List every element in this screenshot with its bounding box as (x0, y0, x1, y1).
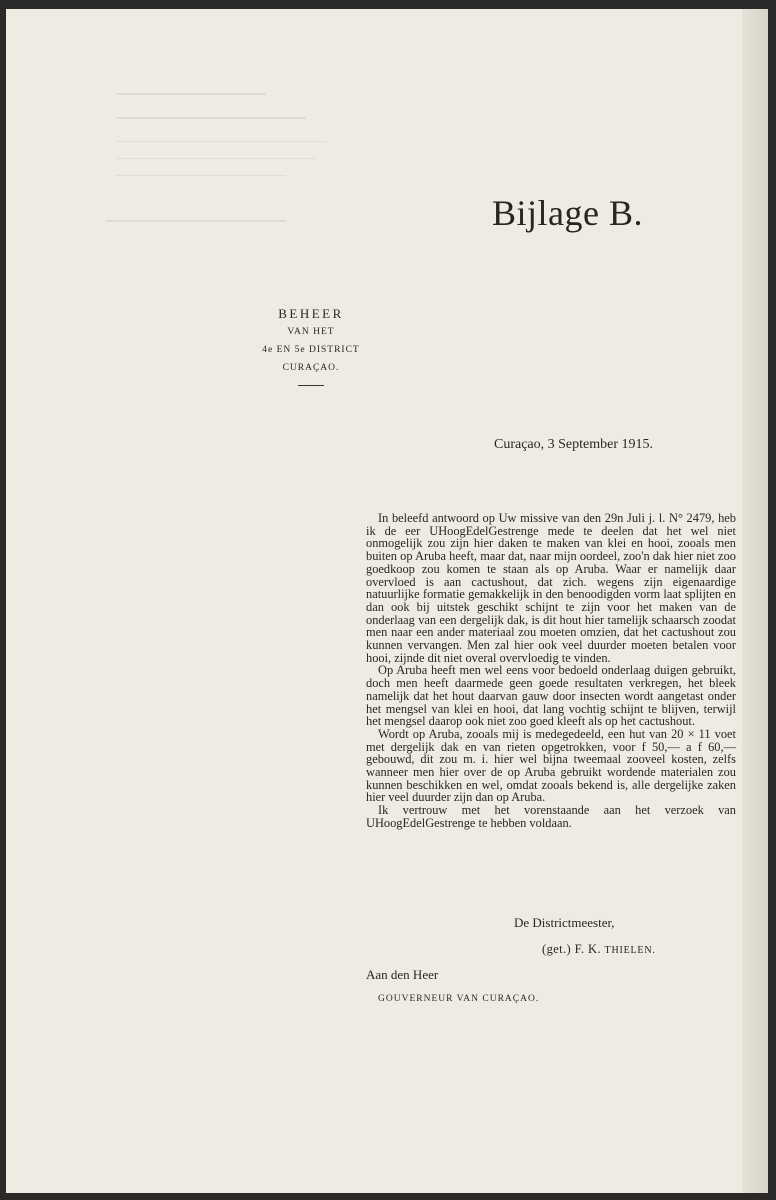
letter-date: Curaçao, 3 September 1915. (494, 437, 654, 452)
show-through-bleed (116, 79, 316, 222)
header-divider (298, 385, 324, 386)
page-binding-edge (742, 9, 768, 1193)
letter-body (366, 512, 736, 830)
paragraph: Op Aruba heeft men wel eens voor bedoeld onderlaag duigen gebruikt, doch men heeft daarmede geen goede resultaten verkregen, het bleek namelijk dat het hout daarvan gauw door insecten wordt aangetast onder het mengsel van klei en hooi, dat lang vochtig schijnt te blijven, terwijl het mengsel daarop ook niet zoo goed kleeft als op het cactushout. (366, 663, 736, 729)
addressee-recipient: GOUVERNEUR VAN CURAÇAO. (378, 994, 540, 1004)
paragraph: Ik vertrouw met het vorenstaande aan het verzoek van UHoogEdelGestrenge te hebben voldaan. (366, 803, 736, 830)
page-title: Bijlage B. (492, 193, 643, 233)
office-line-district: 4e EN 5e DISTRICT (262, 345, 360, 355)
document-page (6, 9, 768, 1193)
paragraph: In beleefd antwoord op Uw missive van den 29n Juli j. l. N° 2479, heb ik de eer UHoogEdelGestrenge mede te deelen dat het wel niet onmogelijk zou zijn hier daken te maken van klei en hooi, zooals men buiten op Aruba heeft, maar dat, naar mijn oordeel, zoo'n dak hier niet zoo goedkoop zou komen te staan als op Aruba. Waar er namelijk daar overvloed is aan cactushout, dat zich. wegens zijn eigenaardige natuurlijke formatie gemakkelijk in den benoodigden vorm laat splijten en dan ook bij uitstek geschikt schijnt te zijn voor het maken van de onderlaag van een dergelijk dak, is dit hout hier tamelijk schaarsch zoodat men naar een ander materiaal zou moeten omzien, dat het cactushout zou kunnen vervangen. Men zal hier ook veel duurder moeten betalen voor hooi, zijnde dit niet overal overvloedig te vinden. (366, 511, 736, 665)
paragraph: Wordt op Aruba, zooals mij is medegedeeld, een hut van 20 × 11 voet met dergelijk dak en van rieten opgetrokken, voor f 50,— a f 60,— gebouwd, dit zou m. i. hier wel bijna tweemaal zooveel kosten, zelfs wanneer men hier over de op Aruba gebruikt wordende materialen zou kunnen beschikken en wel, omdat zooals bekend is, alle dergelijke zaken hier veel duurder zijn dan op Aruba. (366, 726, 736, 805)
office-line-van-het: VAN HET (287, 327, 335, 337)
signature-prefix: (get.) F. K. (542, 942, 601, 956)
office-line-curacao: CURAÇAO. (282, 363, 340, 373)
signature-name: THIELEN. (604, 945, 656, 956)
signature-title: De Districtmeester, (514, 915, 615, 930)
office-line-beheer: BEHEER (278, 306, 344, 321)
office-header (236, 305, 386, 386)
signature-line (542, 942, 656, 957)
addressee-line: Aan den Heer (366, 967, 439, 982)
